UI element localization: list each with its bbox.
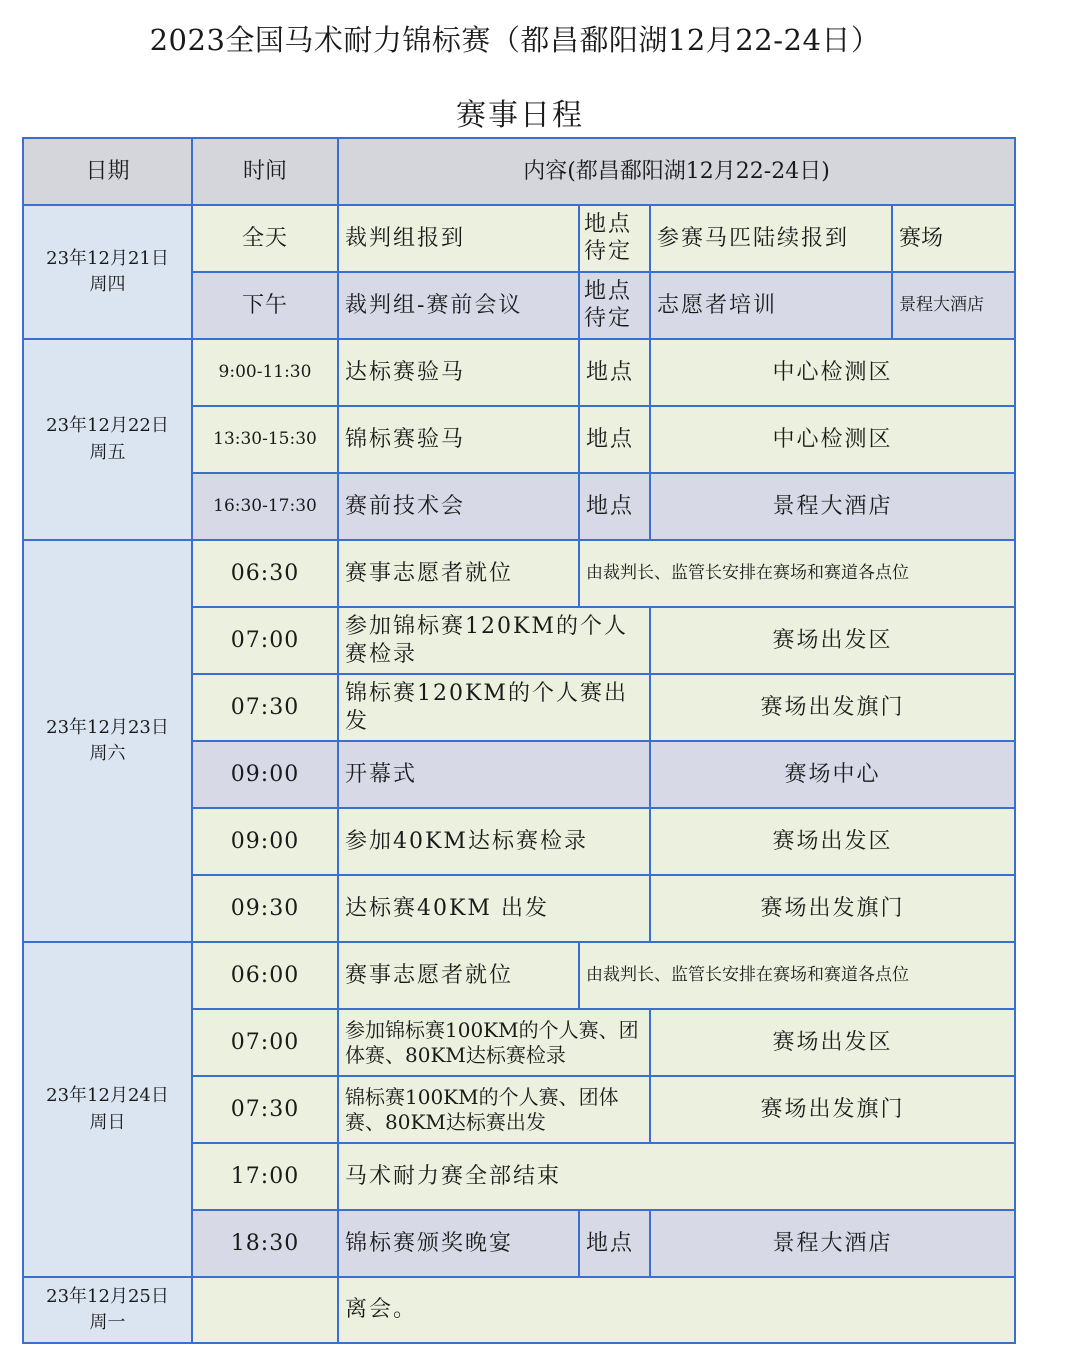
- table-header-row: [23, 138, 1015, 205]
- time-cell: 06:30: [192, 540, 338, 607]
- weekday-label: 周一: [89, 1312, 126, 1333]
- time-cell: 下午: [192, 272, 338, 339]
- table-row: [23, 205, 1015, 272]
- time-cell: 09:00: [192, 808, 338, 875]
- date-label: 23年12月22日: [46, 415, 169, 437]
- item-cell: 裁判组-赛前会议: [338, 272, 579, 339]
- page-title: 2023全国马术耐力锦标赛（都昌鄱阳湖12月22-24日）: [149, 23, 881, 57]
- time-cell: 16:30-17:30: [192, 473, 338, 540]
- header-date: 日期: [23, 138, 192, 205]
- location-label-cell: 地点: [579, 1210, 650, 1277]
- time-cell: 07:00: [192, 607, 338, 674]
- item-cell: 达标赛验马: [338, 339, 579, 406]
- time-cell: 全天: [192, 205, 338, 272]
- weekday-label: 周五: [89, 441, 126, 463]
- header-time: 时间: [192, 138, 338, 205]
- time-cell: 09:30: [192, 875, 338, 942]
- time-cell: 07:30: [192, 1076, 338, 1143]
- table-row: [23, 339, 1015, 406]
- place-cell: 由裁判长、监管长安排在赛场和赛道各点位: [579, 942, 1015, 1009]
- time-cell: 07:30: [192, 674, 338, 741]
- item-cell: 离会。: [338, 1277, 1015, 1343]
- place-cell: 赛场出发区: [650, 607, 1015, 674]
- item-cell: 赛前技术会: [338, 473, 579, 540]
- weekday-label: 周日: [89, 1111, 126, 1133]
- time-cell: 9:00-11:30: [192, 339, 338, 406]
- secondary-place-cell: 景程大酒店: [892, 272, 1015, 339]
- location-label-cell: 地点: [579, 473, 650, 540]
- date-cell: [23, 339, 192, 540]
- place-cell: 赛场出发旗门: [650, 1076, 1015, 1143]
- date-label: 23年12月24日: [46, 1085, 169, 1107]
- date-cell: [23, 1277, 192, 1343]
- secondary-item-cell: 参赛马匹陆续报到: [650, 205, 892, 272]
- schedule-subtitle: 赛事日程: [456, 98, 584, 133]
- item-cell: 锦标赛验马: [338, 406, 579, 473]
- place-cell: 赛场出发区: [650, 808, 1015, 875]
- item-cell: 达标赛40KM 出发: [338, 875, 650, 942]
- location-label-cell: 地点待定: [579, 272, 650, 339]
- item-cell: 参加40KM达标赛检录: [338, 808, 650, 875]
- secondary-place-cell: 赛场: [892, 205, 1015, 272]
- table-row: [23, 1277, 1015, 1343]
- location-label-cell: 地点: [579, 339, 650, 406]
- item-cell: 参加锦标赛100KM的个人赛、团体赛、80KM达标赛检录: [338, 1009, 650, 1076]
- time-cell: 09:00: [192, 741, 338, 808]
- item-cell: 参加锦标赛120KM的个人赛检录: [338, 607, 650, 674]
- table-row: [23, 540, 1015, 607]
- date-label: 23年12月25日: [46, 1285, 169, 1307]
- date-label: 23年12月21日: [46, 247, 169, 269]
- date-cell: [23, 205, 192, 339]
- weekday-label: 周六: [89, 743, 126, 764]
- place-cell: 赛场出发旗门: [650, 674, 1015, 741]
- date-cell: [23, 942, 192, 1277]
- date-label: 23年12月23日: [46, 716, 169, 738]
- place-cell: 中心检测区: [650, 406, 1015, 473]
- item-cell: 赛事志愿者就位: [338, 942, 579, 1009]
- item-cell: 锦标赛颁奖晚宴: [338, 1210, 579, 1277]
- time-cell: 07:00: [192, 1009, 338, 1076]
- schedule-table: [22, 137, 1016, 1344]
- time-cell: 13:30-15:30: [192, 406, 338, 473]
- time-cell: [192, 1277, 338, 1343]
- time-cell: 06:00: [192, 942, 338, 1009]
- place-cell: 赛场出发区: [650, 1009, 1015, 1076]
- item-cell: 赛事志愿者就位: [338, 540, 579, 607]
- secondary-item-cell: 志愿者培训: [650, 272, 892, 339]
- item-cell: 裁判组报到: [338, 205, 579, 272]
- weekday-label: 周四: [89, 274, 126, 295]
- place-cell: 景程大酒店: [650, 1210, 1015, 1277]
- place-cell: 由裁判长、监管长安排在赛场和赛道各点位: [579, 540, 1015, 607]
- time-cell: 17:00: [192, 1143, 338, 1210]
- item-cell: 锦标赛120KM的个人赛出发: [338, 674, 650, 741]
- location-label-cell: 地点: [579, 406, 650, 473]
- item-cell: 开幕式: [338, 741, 650, 808]
- header-content: 内容(都昌鄱阳湖12月22-24日): [338, 138, 1015, 205]
- item-cell: 锦标赛100KM的个人赛、团体赛、80KM达标赛出发: [338, 1076, 650, 1143]
- location-label-cell: 地点待定: [579, 205, 650, 272]
- date-cell: [23, 540, 192, 942]
- item-cell: 马术耐力赛全部结束: [338, 1143, 1015, 1210]
- time-cell: 18:30: [192, 1210, 338, 1277]
- place-cell: 赛场中心: [650, 741, 1015, 808]
- place-cell: 中心检测区: [650, 339, 1015, 406]
- table-row: [23, 942, 1015, 1009]
- place-cell: 赛场出发旗门: [650, 875, 1015, 942]
- place-cell: 景程大酒店: [650, 473, 1015, 540]
